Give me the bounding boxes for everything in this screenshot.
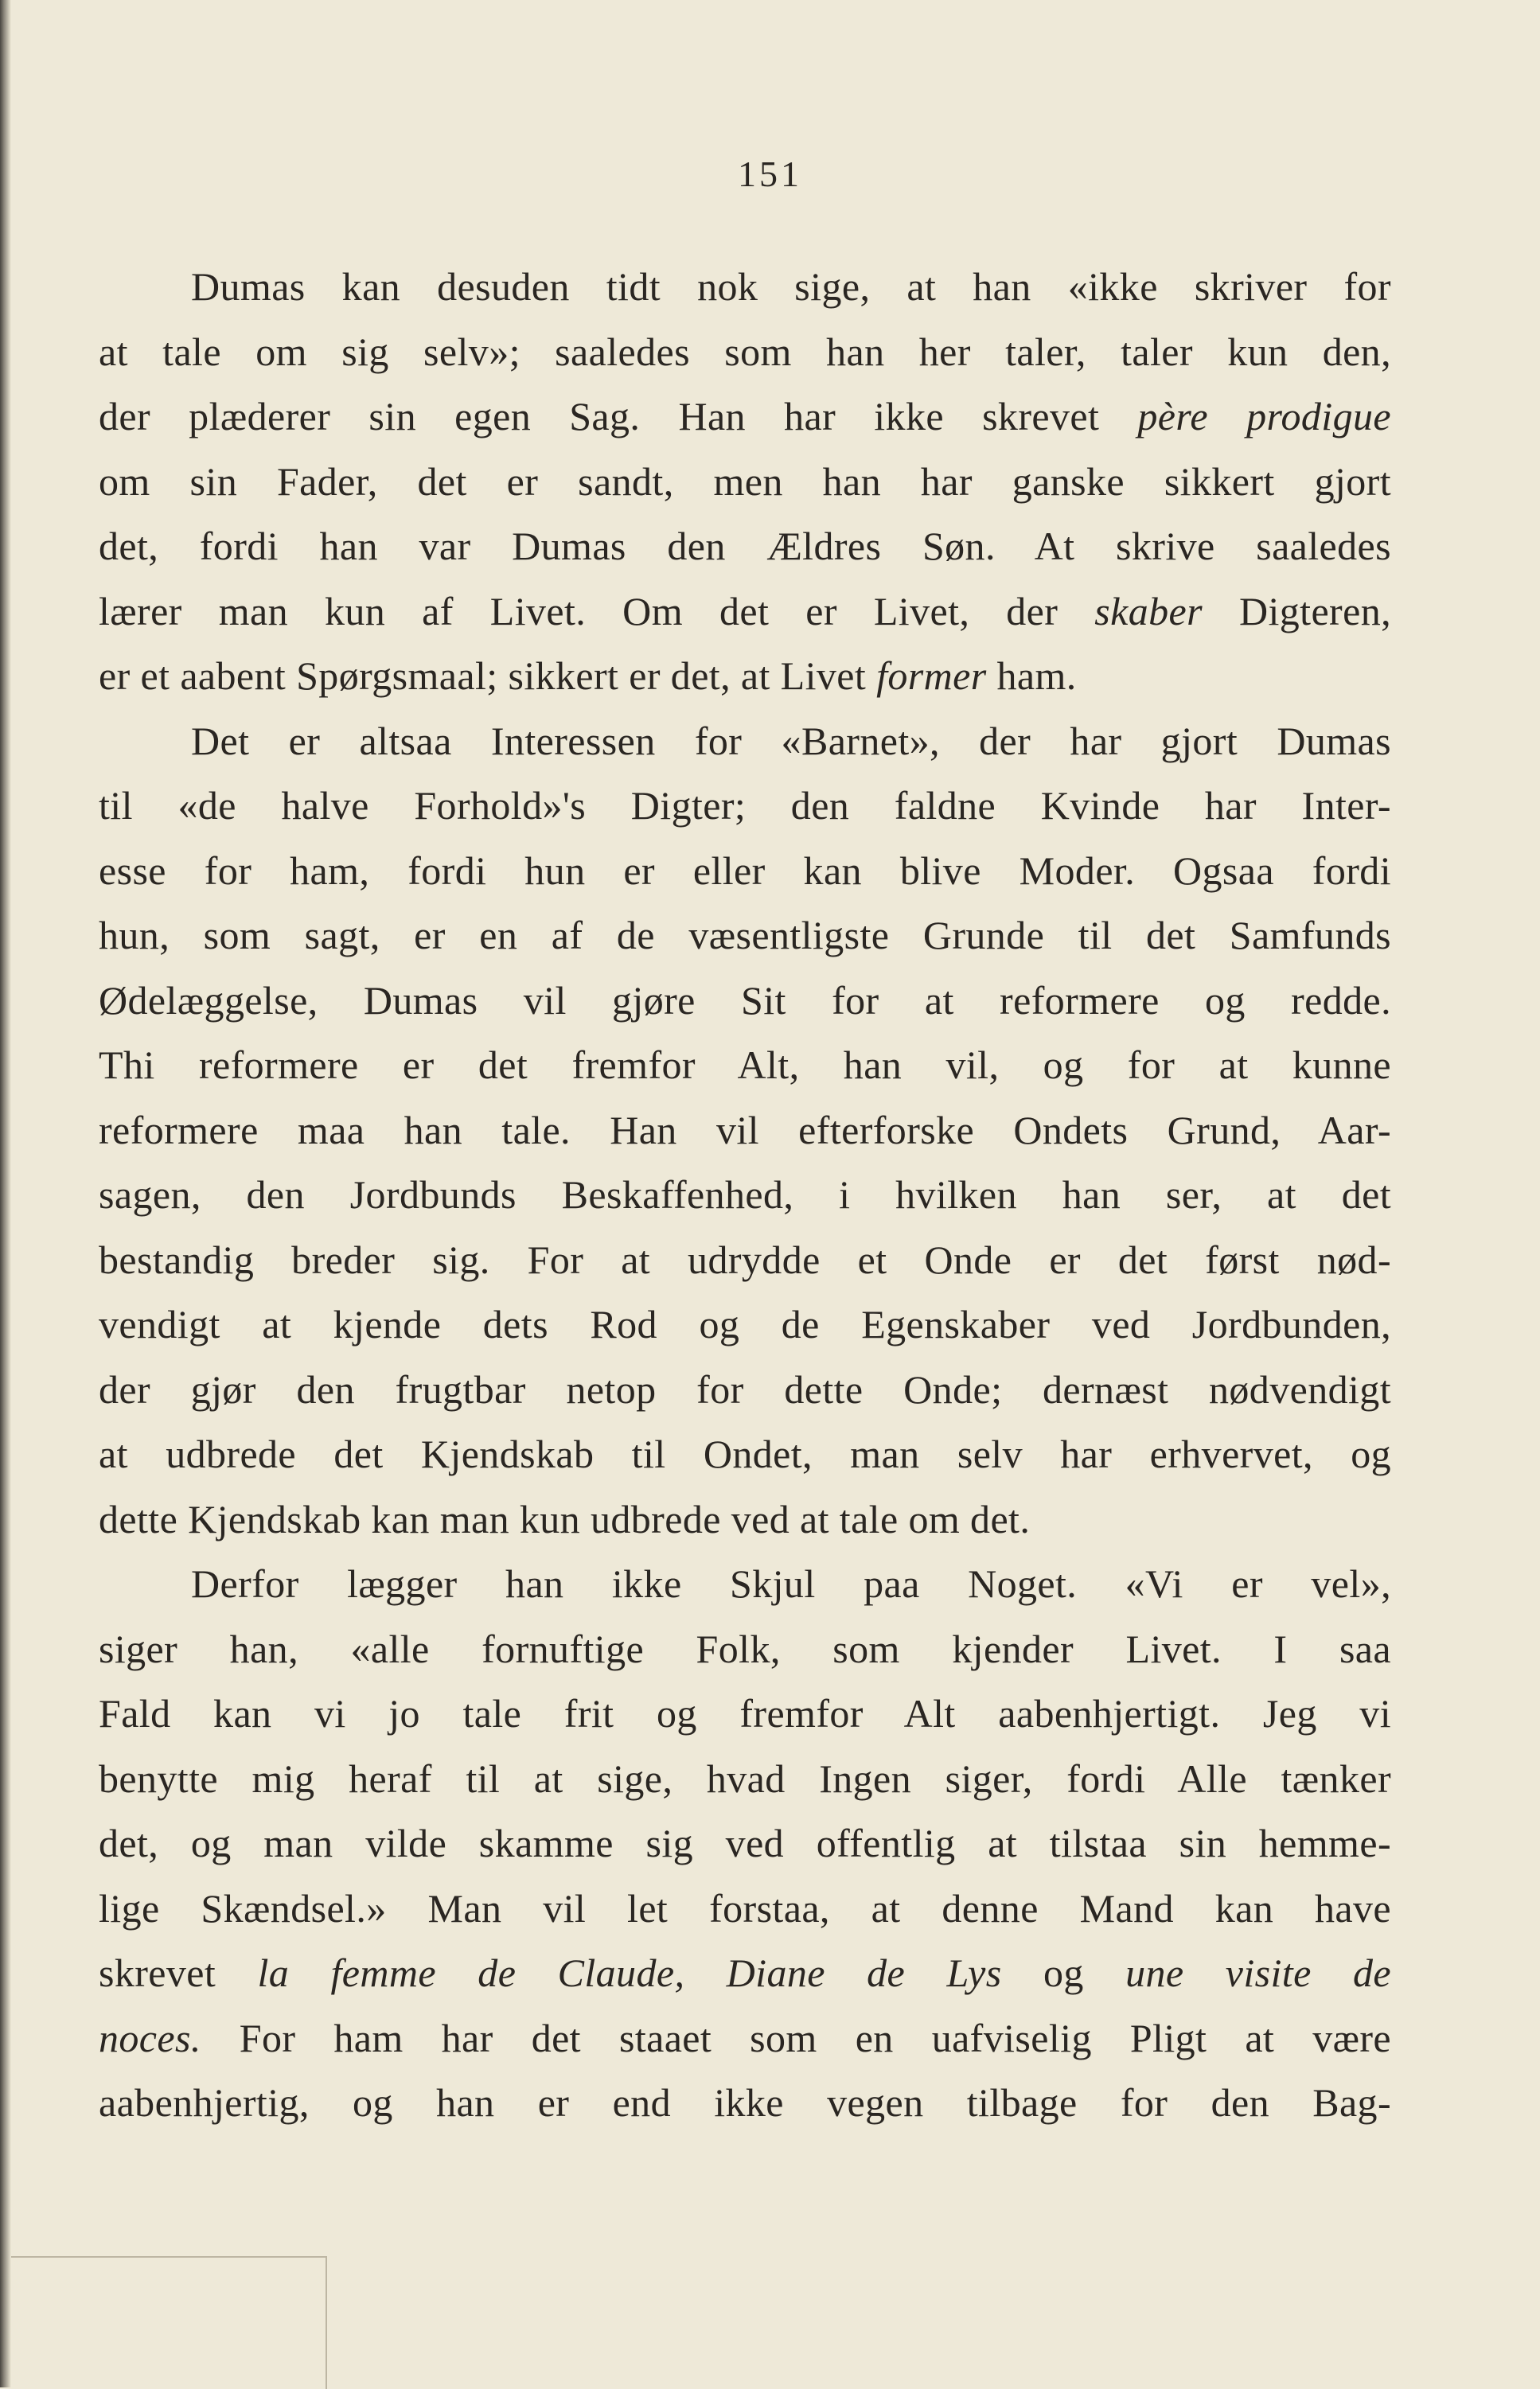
text-line xyxy=(99,839,1391,904)
text-line xyxy=(99,1487,1391,1553)
page-left-edge xyxy=(0,0,11,2387)
text-segment: Derfor lægger han ikke Skjul paa Noget. «Vi er vel», xyxy=(191,1561,1391,1606)
text-line xyxy=(99,1163,1391,1228)
text-segment: vendigt at kjende dets Rod og de Egenskaber ved Jordbunden, xyxy=(99,1302,1391,1346)
text-line xyxy=(99,320,1391,385)
text-line xyxy=(99,384,1391,450)
text-line xyxy=(99,774,1391,839)
text-segment: lærer man kun af Livet. Om det er Livet, der xyxy=(99,588,1095,633)
text-line xyxy=(99,1747,1391,1812)
text-segment: Digteren, xyxy=(1202,588,1391,633)
text-segment: til «de halve Forhold»'s Digter; den faldne Kvinde har Inter- xyxy=(99,783,1391,828)
text-segment: Det er altsaa Interessen for «Barnet», der har gjort Dumas xyxy=(191,718,1391,763)
text-line xyxy=(99,1617,1391,1682)
text-line xyxy=(99,1682,1391,1747)
text-segment: For ham har det staaet som en uafviselig Pligt at være xyxy=(201,2015,1391,2060)
text-segment: der gjør den frugtbar netop for dette Onde; dernæst nødvendigt xyxy=(99,1366,1391,1412)
text-line xyxy=(99,1228,1391,1293)
text-line xyxy=(99,1033,1391,1098)
library-stamp-mark xyxy=(11,2256,327,2389)
text-line xyxy=(99,709,1391,774)
text-line xyxy=(99,450,1391,515)
italic-title: skaber xyxy=(1094,588,1203,633)
text-line xyxy=(99,644,1391,709)
italic-title: former xyxy=(876,653,987,698)
text-segment: benytte mig heraf til at sige, hvad Ingen siger, fordi Alle tænker xyxy=(99,1756,1391,1801)
text-segment: bestandig breder sig. For at udrydde et Onde er det først nød- xyxy=(99,1237,1391,1282)
page-number: 151 xyxy=(738,154,802,194)
text-line xyxy=(99,1098,1391,1163)
italic-title: père prodigue xyxy=(1137,394,1391,438)
italic-title: une visite de xyxy=(1125,1951,1391,1995)
text-segment: dette Kjendskab kan man kun udbrede ved at tale om det. xyxy=(99,1496,1031,1541)
text-line xyxy=(99,1811,1391,1877)
text-segment: Dumas kan desuden tidt nok sige, at han «ikke skriver for xyxy=(191,264,1391,309)
text-line xyxy=(99,2006,1391,2071)
text-segment: det, fordi han var Dumas den Ældres Søn. At skrive saaledes xyxy=(99,524,1391,568)
text-line xyxy=(99,255,1391,320)
text-segment: er et aabent Spørgsmaal; sikkert er det, at Livet xyxy=(99,653,877,698)
text-line xyxy=(99,1941,1391,2006)
text-segment: om sin Fader, det er sandt, men han har ganske sikkert gjort xyxy=(99,458,1391,504)
text-segment: at udbrede det Kjendskab til Ondet, man selv har erhvervet, og xyxy=(99,1432,1391,1476)
text-segment: sagen, den Jordbunds Beskaffenhed, i hvilken han ser, at det xyxy=(99,1172,1391,1217)
text-line xyxy=(99,903,1391,968)
text-segment: ham. xyxy=(986,653,1077,698)
text-segment: esse for ham, fordi hun er eller kan blive Moder. Ogsaa fordi xyxy=(99,848,1391,893)
text-line xyxy=(99,514,1391,579)
text-segment: Fald kan vi jo tale frit og fremfor Alt aabenhjertigt. Jeg vi xyxy=(99,1691,1391,1736)
text-segment: lige Skændsel.» Man vil let forstaa, at denne Mand kan have xyxy=(99,1885,1391,1931)
text-line xyxy=(99,1422,1391,1487)
text-line xyxy=(99,1877,1391,1942)
italic-title: la femme de Claude, Diane de Lys xyxy=(257,1951,1002,1995)
text-segment: hun, som sagt, er en af de væsentligste Grunde til det Samfunds xyxy=(99,913,1391,957)
body-text xyxy=(99,255,1391,2136)
text-segment: siger han, «alle fornuftige Folk, som kjender Livet. I saa xyxy=(99,1626,1391,1671)
text-segment: det, og man vilde skamme sig ved offentlig at tilstaa sin hemme- xyxy=(99,1821,1391,1865)
text-line xyxy=(99,1358,1391,1423)
text-line xyxy=(99,1292,1391,1358)
italic-title: noces. xyxy=(99,2015,201,2060)
text-segment: at tale om sig selv»; saaledes som han her taler, taler kun den, xyxy=(99,329,1391,374)
text-segment: reformere maa han tale. Han vil efterforske Ondets Grund, Aar- xyxy=(99,1107,1391,1152)
text-line xyxy=(99,2071,1391,2136)
text-segment: der plæderer sin egen Sag. Han har ikke skrevet xyxy=(99,394,1138,438)
text-line xyxy=(99,968,1391,1034)
text-segment: skrevet xyxy=(99,1951,258,1995)
text-line xyxy=(99,1552,1391,1617)
text-segment: Thi reformere er det fremfor Alt, han vil, og for at kunne xyxy=(99,1043,1391,1087)
text-segment: Ødelæggelse, Dumas vil gjøre Sit for at reformere og redde. xyxy=(99,977,1391,1023)
text-segment: og xyxy=(1001,1951,1126,1995)
text-segment: aabenhjertig, og han er end ikke vegen tilbage for den Bag- xyxy=(99,2080,1391,2125)
text-line xyxy=(99,579,1391,645)
